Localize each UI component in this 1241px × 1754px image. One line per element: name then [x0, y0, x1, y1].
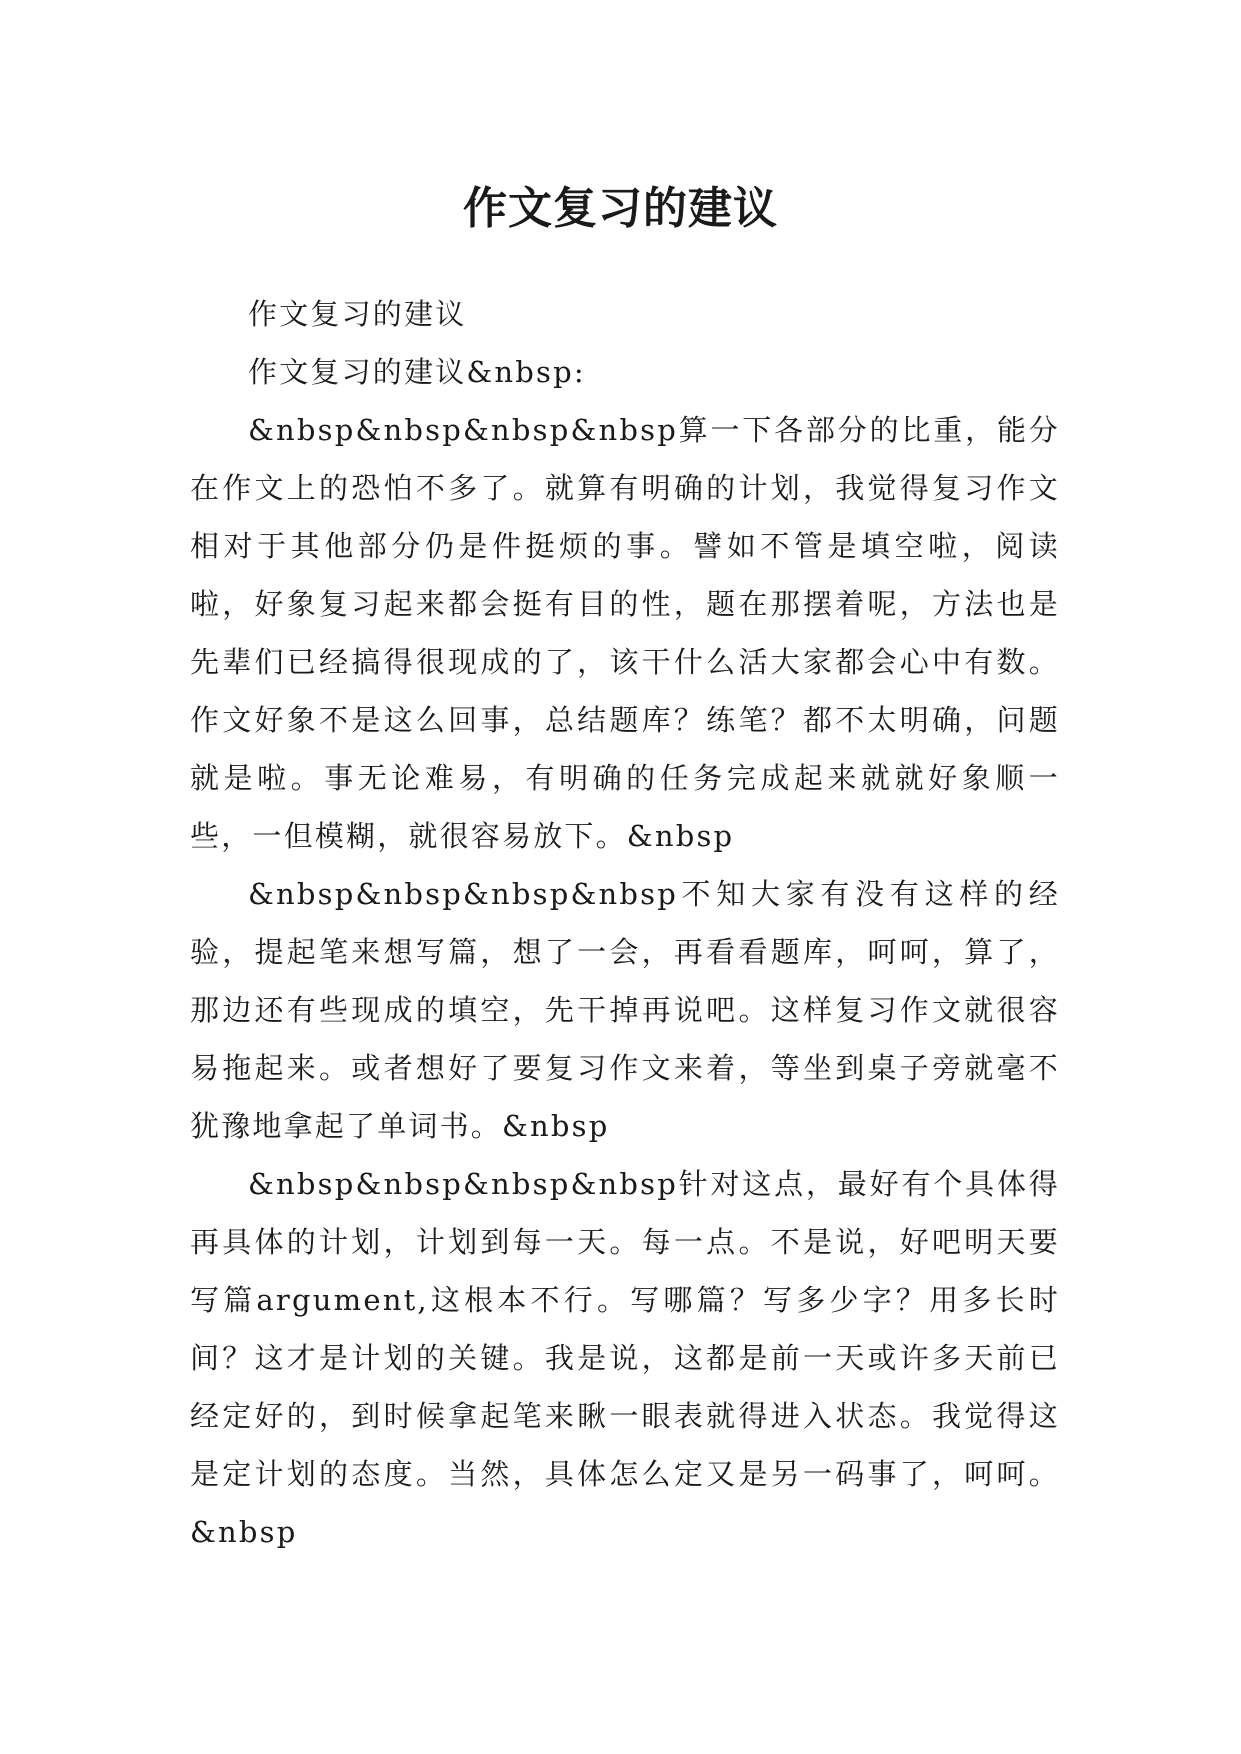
paragraph-2: &nbsp&nbsp&nbsp&nbsp不知大家有没有这样的经验，提起笔来想写篇，想了一会，再看看题库，呵呵，算了，那边还有些现成的填空，先干掉再说吧。这样复习作文就很容易拖起来。或者想好了要复习作文来着，等坐到桌子旁就毫不犹豫地拿起了单词书。&nbsp — [190, 877, 1060, 1143]
document-title: 作文复习的建议 — [463, 183, 778, 235]
paragraph-heading: 作文复习的建议 — [248, 297, 467, 331]
paragraph-subheading: 作文复习的建议&nbsp: — [248, 355, 586, 389]
paragraph-3: &nbsp&nbsp&nbsp&nbsp针对这点，最好有个具体得再具体的计划，计划到每一天。每一点。不是说，好吧明天要写篇argument,这根本不行。写哪篇？写多少字？用多长时间？这才是计划的关键。我是说，这都是前一天或许多天前已经定好的，到时候拿起笔来瞅一眼表就得进入状态。我觉得这是定计划的态度。当然，具体怎么定又是另一码事了，呵呵。&nbsp — [190, 1167, 1060, 1549]
document-body — [190, 285, 1060, 1561]
paragraph-1: &nbsp&nbsp&nbsp&nbsp算一下各部分的比重，能分在作文上的恐怕不多了。就算有明确的计划，我觉得复习作文相对于其他部分仍是件挺烦的事。譬如不管是填空啦，阅读啦，好象复习起来都会挺有目的性，题在那摆着呢，方法也是先辈们已经搞得很现成的了，该干什么活大家都会心中有数。作文好象不是这么回事，总结题库？练笔？都不太明确，问题就是啦。事无论难易，有明确的任务完成起来就就好象顺一些，一但模糊，就很容易放下。&nbsp — [190, 413, 1060, 853]
